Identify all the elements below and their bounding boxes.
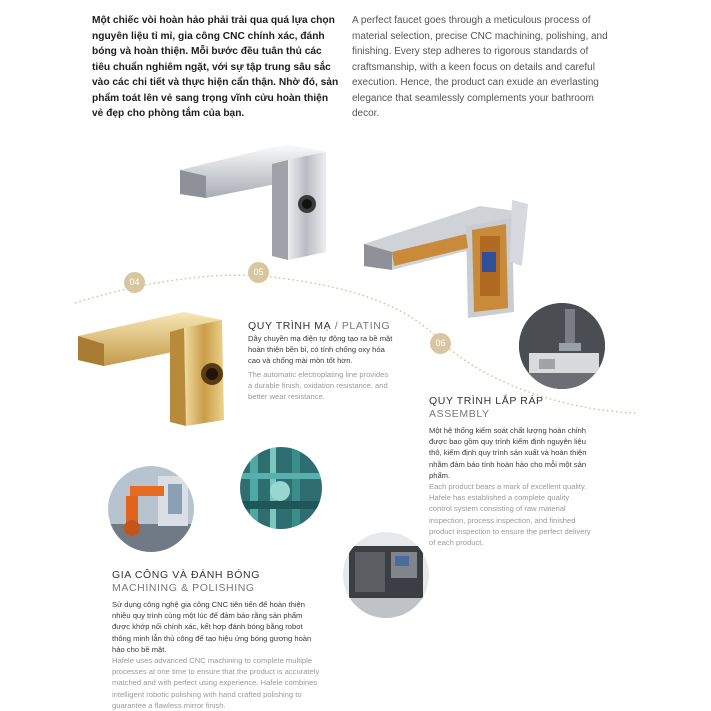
machining-body-vi: Sử dụng công nghệ gia công CNC tiên tiến để hoàn thiện nhiều quy trình cùng một lúc để đảm bảo rằng sản phẩm được khớp nối chính xác, kết hợp đánh bóng bằng robot thông minh lẫn thủ công để tạo hiệu ứng bóng gương hoàn hảo cho bề mặt. xyxy=(112,600,312,654)
assembly-photo xyxy=(519,303,605,389)
intro-text-vietnamese: Một chiếc vòi hoàn hảo phải trải qua quá lựa chọn nguyên liệu tỉ mỉ, gia công CNC chính xác, đánh bóng và hoàn thiện. Mỗi bước đều tuân thủ các tiêu chuẩn nghiêm ngặt, với sự tập trung sâu sắc vào các chi tiết và thực hiện cẩn thận. Nhờ đó, sản phẩm toát lên vẻ sang trọng vĩnh cửu hoàn thiện vẻ đẹp cho phòng tắm của bạn. xyxy=(92,15,339,119)
factory-pipes-photo xyxy=(240,447,322,529)
assembly-body-en: Each product bears a mark of excellent quality. Hafele has established a complete quality control system consisting of raw material inspection, process inspection, and finished product inspection to ensure the perfect delivery of each product. xyxy=(429,482,591,548)
robot-polishing-photo xyxy=(108,466,194,552)
intro-text-english: A perfect faucet goes through a meticulous process of material selection, precise CNC machining, polishing, and finishing. Every step adheres to rigorous standards of craftsmanship, with a keen focus on details and careful execution. Hence, the product can exude an everlasting elegance that seamlessly complements your bathroom decor. xyxy=(352,15,608,119)
plating-body-vi: Dây chuyền mạ điện tự động tạo ra bề mặt hoàn thiện bền bỉ, có tính chống oxy hóa cao và chống mài mòn tốt hơn. xyxy=(248,334,393,366)
plating-title-separator: / xyxy=(331,320,342,332)
step-05-marker: 05 xyxy=(248,262,269,283)
step-04-marker: 04 xyxy=(124,272,145,293)
plating-title-en: PLATING xyxy=(341,320,391,332)
assembly-title-en: ASSEMBLY xyxy=(429,408,490,420)
plating-title xyxy=(248,316,408,334)
plating-body-en: The automatic electroplating line provides a durable finish, oxidation resistance, and better wear resistance. xyxy=(248,370,389,402)
gold-faucet-image xyxy=(76,308,228,430)
machining-title-vi: GIA CÔNG VÀ ĐÁNH BÓNG xyxy=(112,569,260,581)
cutaway-faucet-image xyxy=(362,196,532,320)
machining-body-en: Hafele uses advanced CNC machining to complete multiple processes at one time to ensure that the product is accurately matched and with perfect using experience. Hafele combines intelligent robotic polishing with hand crafted polishing to guarantee a flawless mirror finish. xyxy=(112,656,320,710)
assembly-title-vi: QUY TRÌNH LẮP RÁP xyxy=(429,395,544,407)
cnc-machine-photo xyxy=(343,532,429,618)
assembly-body-vi: Một hệ thống kiểm soát chất lượng hoàn chỉnh được bao gồm quy trình kiểm định nguyên liệu thô, kiểm định quy trình sản xuất và hoàn thiện nhằm đảm bảo tính hoàn hảo cho mỗi một sản phẩm. xyxy=(429,426,587,480)
plating-title-vi: QUY TRÌNH MẠ xyxy=(248,320,332,332)
chrome-faucet-image xyxy=(176,140,332,264)
machining-title-en: MACHINING & POLISHING xyxy=(112,582,255,594)
step-06-marker: 06 xyxy=(430,333,451,354)
